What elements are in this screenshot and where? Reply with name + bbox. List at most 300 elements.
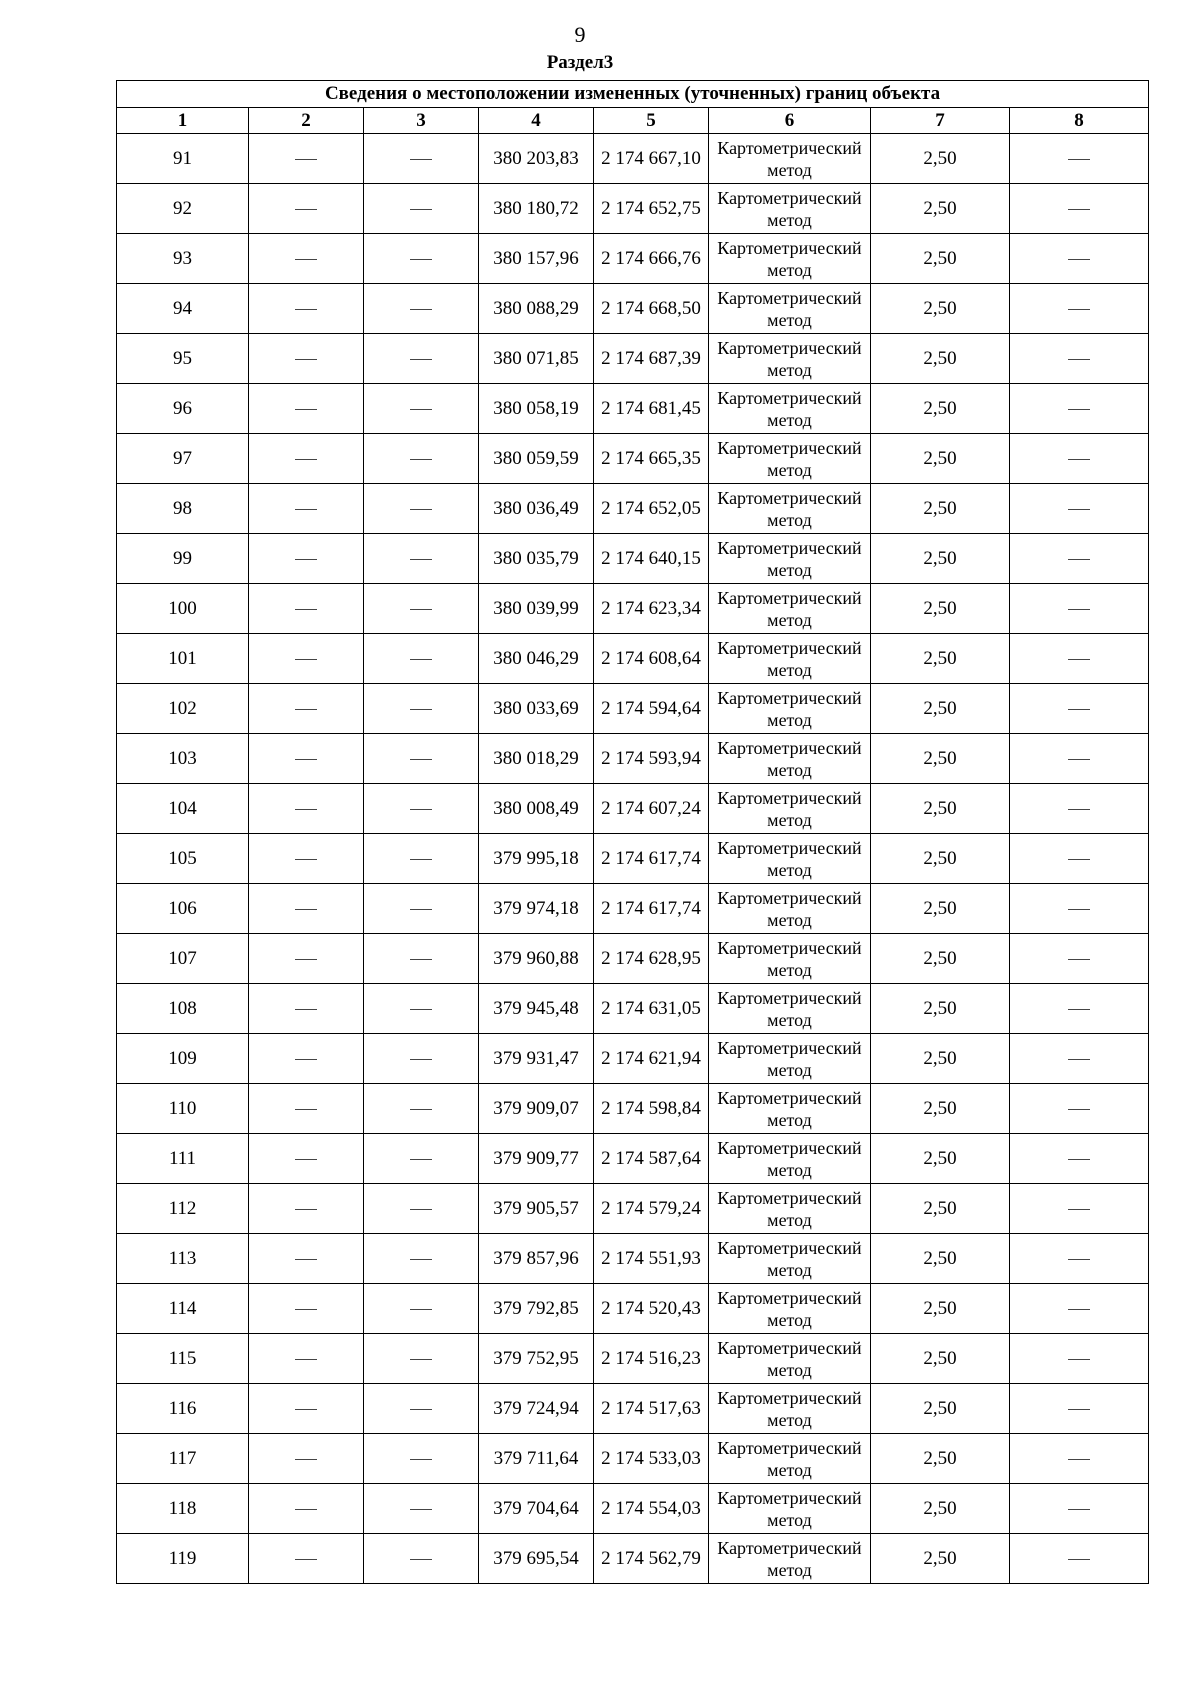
accuracy-cell: 2,50 — [871, 1034, 1010, 1084]
point-number-cell: 99 — [117, 534, 249, 584]
empty-cell-col3 — [364, 584, 479, 634]
coordinate-x-cell: 380 071,85 — [479, 334, 594, 384]
dash-icon — [1068, 959, 1090, 960]
accuracy-cell: 2,50 — [871, 534, 1010, 584]
empty-cell-col2 — [249, 434, 364, 484]
point-number-cell: 118 — [117, 1484, 249, 1534]
dash-icon — [295, 1009, 317, 1010]
dash-icon — [410, 1009, 432, 1010]
table-row — [117, 684, 1149, 734]
method-cell: Картометрический метод — [709, 1434, 871, 1484]
table-row — [117, 434, 1149, 484]
empty-cell-col2 — [249, 1034, 364, 1084]
coordinate-y-cell: 2 174 681,45 — [594, 384, 709, 434]
dash-icon — [295, 659, 317, 660]
dash-icon — [1068, 309, 1090, 310]
point-number-cell: 96 — [117, 384, 249, 434]
dash-icon — [295, 1309, 317, 1310]
coordinate-x-cell: 379 752,95 — [479, 1334, 594, 1384]
point-number-cell: 115 — [117, 1334, 249, 1384]
method-cell: Картометрический метод — [709, 1034, 871, 1084]
point-number-cell: 91 — [117, 134, 249, 184]
accuracy-cell: 2,50 — [871, 1384, 1010, 1434]
dash-icon — [1068, 459, 1090, 460]
dash-icon — [295, 409, 317, 410]
empty-cell-col2 — [249, 184, 364, 234]
dash-icon — [410, 659, 432, 660]
dash-icon — [410, 759, 432, 760]
empty-cell-col2 — [249, 834, 364, 884]
dash-icon — [1068, 1159, 1090, 1160]
coordinate-x-cell: 379 792,85 — [479, 1284, 594, 1334]
dash-icon — [410, 309, 432, 310]
table-row — [117, 134, 1149, 184]
point-number-cell: 113 — [117, 1234, 249, 1284]
dash-icon — [295, 1259, 317, 1260]
section-title: Раздел3 — [546, 52, 614, 73]
coordinate-y-cell: 2 174 621,94 — [594, 1034, 709, 1084]
empty-cell-col8 — [1010, 1034, 1149, 1084]
empty-cell-col2 — [249, 1484, 364, 1534]
empty-cell-col2 — [249, 334, 364, 384]
column-header-2: 2 — [249, 108, 364, 134]
coordinate-y-cell: 2 174 551,93 — [594, 1234, 709, 1284]
dash-icon — [410, 959, 432, 960]
empty-cell-col3 — [364, 834, 479, 884]
dash-icon — [1068, 1409, 1090, 1410]
empty-cell-col8 — [1010, 1534, 1149, 1584]
method-cell: Картометрический метод — [709, 134, 871, 184]
empty-cell-col2 — [249, 1384, 364, 1434]
dash-icon — [295, 809, 317, 810]
method-cell: Картометрический метод — [709, 284, 871, 334]
dash-icon — [295, 1059, 317, 1060]
dash-icon — [410, 359, 432, 360]
empty-cell-col2 — [249, 634, 364, 684]
method-cell: Картометрический метод — [709, 534, 871, 584]
coordinate-y-cell: 2 174 631,05 — [594, 984, 709, 1034]
table-row — [117, 984, 1149, 1034]
dash-icon — [1068, 509, 1090, 510]
method-cell: Картометрический метод — [709, 934, 871, 984]
point-number-cell: 102 — [117, 684, 249, 734]
coordinate-y-cell: 2 174 554,03 — [594, 1484, 709, 1534]
coordinate-x-cell: 379 995,18 — [479, 834, 594, 884]
coordinate-x-cell: 379 931,47 — [479, 1034, 594, 1084]
empty-cell-col2 — [249, 284, 364, 334]
dash-icon — [1068, 359, 1090, 360]
table-row — [117, 784, 1149, 834]
point-number-cell: 107 — [117, 934, 249, 984]
coordinate-y-cell: 2 174 593,94 — [594, 734, 709, 784]
table-row — [117, 234, 1149, 284]
point-number-cell: 105 — [117, 834, 249, 884]
coordinate-x-cell: 379 945,48 — [479, 984, 594, 1034]
point-number-cell: 97 — [117, 434, 249, 484]
method-cell: Картометрический метод — [709, 634, 871, 684]
dash-icon — [410, 459, 432, 460]
dash-icon — [295, 1359, 317, 1360]
coordinate-y-cell: 2 174 533,03 — [594, 1434, 709, 1484]
coordinate-x-cell: 380 157,96 — [479, 234, 594, 284]
empty-cell-col3 — [364, 784, 479, 834]
dash-icon — [295, 559, 317, 560]
dash-icon — [295, 209, 317, 210]
method-cell: Картометрический метод — [709, 684, 871, 734]
empty-cell-col8 — [1010, 184, 1149, 234]
dash-icon — [1068, 1309, 1090, 1310]
point-number-cell: 111 — [117, 1134, 249, 1184]
dash-icon — [410, 409, 432, 410]
coordinate-x-cell: 380 039,99 — [479, 584, 594, 634]
empty-cell-col8 — [1010, 434, 1149, 484]
table-row — [117, 1134, 1149, 1184]
empty-cell-col2 — [249, 234, 364, 284]
empty-cell-col2 — [249, 884, 364, 934]
dash-icon — [410, 709, 432, 710]
table-row — [117, 334, 1149, 384]
empty-cell-col8 — [1010, 584, 1149, 634]
point-number-cell: 101 — [117, 634, 249, 684]
accuracy-cell: 2,50 — [871, 284, 1010, 334]
empty-cell-col2 — [249, 734, 364, 784]
dash-icon — [1068, 709, 1090, 710]
empty-cell-col3 — [364, 334, 479, 384]
point-number-cell: 108 — [117, 984, 249, 1034]
coordinate-y-cell: 2 174 608,64 — [594, 634, 709, 684]
table-row — [117, 1434, 1149, 1484]
coordinate-x-cell: 379 857,96 — [479, 1234, 594, 1284]
accuracy-cell: 2,50 — [871, 634, 1010, 684]
table-caption-row — [117, 81, 1149, 108]
point-number-cell: 93 — [117, 234, 249, 284]
coordinate-x-cell: 379 909,77 — [479, 1134, 594, 1184]
table-row — [117, 934, 1149, 984]
coordinate-y-cell: 2 174 607,24 — [594, 784, 709, 834]
accuracy-cell: 2,50 — [871, 684, 1010, 734]
dash-icon — [410, 1309, 432, 1310]
column-header-1: 1 — [117, 108, 249, 134]
empty-cell-col8 — [1010, 384, 1149, 434]
empty-cell-col3 — [364, 1184, 479, 1234]
empty-cell-col8 — [1010, 534, 1149, 584]
point-number-cell: 94 — [117, 284, 249, 334]
coordinate-y-cell: 2 174 687,39 — [594, 334, 709, 384]
point-number-cell: 109 — [117, 1034, 249, 1084]
empty-cell-col3 — [364, 134, 479, 184]
table-row — [117, 834, 1149, 884]
empty-cell-col8 — [1010, 134, 1149, 184]
dash-icon — [295, 309, 317, 310]
empty-cell-col8 — [1010, 334, 1149, 384]
empty-cell-col2 — [249, 934, 364, 984]
dash-icon — [410, 259, 432, 260]
dash-icon — [1068, 859, 1090, 860]
empty-cell-col8 — [1010, 634, 1149, 684]
empty-cell-col3 — [364, 434, 479, 484]
dash-icon — [295, 159, 317, 160]
empty-cell-col8 — [1010, 484, 1149, 534]
empty-cell-col3 — [364, 1534, 479, 1584]
coordinate-y-cell: 2 174 640,15 — [594, 534, 709, 584]
method-cell: Картометрический метод — [709, 1234, 871, 1284]
dash-icon — [1068, 159, 1090, 160]
dash-icon — [1068, 1359, 1090, 1360]
coordinate-x-cell: 379 960,88 — [479, 934, 594, 984]
accuracy-cell: 2,50 — [871, 1434, 1010, 1484]
coordinate-x-cell: 379 974,18 — [479, 884, 594, 934]
dash-icon — [295, 1559, 317, 1560]
table-row — [117, 1184, 1149, 1234]
dash-icon — [410, 809, 432, 810]
accuracy-cell: 2,50 — [871, 384, 1010, 434]
page-number: 9 — [574, 22, 586, 47]
empty-cell-col3 — [364, 284, 479, 334]
empty-cell-col2 — [249, 1084, 364, 1134]
dash-icon — [1068, 1259, 1090, 1260]
coordinate-x-cell: 380 180,72 — [479, 184, 594, 234]
empty-cell-col3 — [364, 684, 479, 734]
method-cell: Картометрический метод — [709, 1084, 871, 1134]
dash-icon — [1068, 1459, 1090, 1460]
point-number-cell: 116 — [117, 1384, 249, 1434]
empty-cell-col3 — [364, 1334, 479, 1384]
dash-icon — [295, 1509, 317, 1510]
table-row — [117, 1484, 1149, 1534]
empty-cell-col2 — [249, 384, 364, 434]
table-row — [117, 184, 1149, 234]
empty-cell-col2 — [249, 1284, 364, 1334]
empty-cell-col3 — [364, 1484, 479, 1534]
point-number-cell: 106 — [117, 884, 249, 934]
point-number-cell: 95 — [117, 334, 249, 384]
point-number-cell: 112 — [117, 1184, 249, 1234]
empty-cell-col3 — [364, 734, 479, 784]
empty-cell-col8 — [1010, 1184, 1149, 1234]
method-cell: Картометрический метод — [709, 734, 871, 784]
coordinate-y-cell: 2 174 587,64 — [594, 1134, 709, 1184]
coordinate-x-cell: 380 008,49 — [479, 784, 594, 834]
dash-icon — [295, 1409, 317, 1410]
empty-cell-col2 — [249, 1234, 364, 1284]
dash-icon — [410, 609, 432, 610]
empty-cell-col2 — [249, 984, 364, 1034]
point-number-cell: 100 — [117, 584, 249, 634]
dash-icon — [410, 1409, 432, 1410]
dash-icon — [1068, 1109, 1090, 1110]
point-number-cell: 103 — [117, 734, 249, 784]
table-row — [117, 584, 1149, 634]
coordinate-x-cell: 379 909,07 — [479, 1084, 594, 1134]
empty-cell-col8 — [1010, 234, 1149, 284]
empty-cell-col3 — [364, 534, 479, 584]
method-cell: Картометрический метод — [709, 1184, 871, 1234]
empty-cell-col8 — [1010, 884, 1149, 934]
dash-icon — [410, 1509, 432, 1510]
empty-cell-col3 — [364, 1234, 479, 1284]
empty-cell-col8 — [1010, 1134, 1149, 1184]
accuracy-cell: 2,50 — [871, 1134, 1010, 1184]
coordinate-y-cell: 2 174 520,43 — [594, 1284, 709, 1334]
empty-cell-col3 — [364, 1434, 479, 1484]
dash-icon — [295, 859, 317, 860]
method-cell: Картометрический метод — [709, 1134, 871, 1184]
empty-cell-col8 — [1010, 1484, 1149, 1534]
method-cell: Картометрический метод — [709, 884, 871, 934]
point-number-cell: 110 — [117, 1084, 249, 1134]
dash-icon — [295, 1459, 317, 1460]
method-cell: Картометрический метод — [709, 384, 871, 434]
accuracy-cell: 2,50 — [871, 134, 1010, 184]
method-cell: Картометрический метод — [709, 334, 871, 384]
accuracy-cell: 2,50 — [871, 434, 1010, 484]
dash-icon — [1068, 609, 1090, 610]
accuracy-cell: 2,50 — [871, 1484, 1010, 1534]
point-number-cell: 119 — [117, 1534, 249, 1584]
empty-cell-col3 — [364, 1384, 479, 1434]
accuracy-cell: 2,50 — [871, 1284, 1010, 1334]
table-row — [117, 884, 1149, 934]
table-row — [117, 484, 1149, 534]
dash-icon — [410, 1559, 432, 1560]
method-cell: Картометрический метод — [709, 184, 871, 234]
coordinate-y-cell: 2 174 516,23 — [594, 1334, 709, 1384]
empty-cell-col2 — [249, 584, 364, 634]
dash-icon — [410, 159, 432, 160]
empty-cell-col2 — [249, 1184, 364, 1234]
table-body — [117, 134, 1149, 1584]
dash-icon — [410, 1459, 432, 1460]
accuracy-cell: 2,50 — [871, 884, 1010, 934]
accuracy-cell: 2,50 — [871, 784, 1010, 834]
table-row — [117, 384, 1149, 434]
column-header-5: 5 — [594, 108, 709, 134]
dash-icon — [410, 1159, 432, 1160]
coordinate-y-cell: 2 174 598,84 — [594, 1084, 709, 1134]
dash-icon — [410, 1209, 432, 1210]
empty-cell-col8 — [1010, 1284, 1149, 1334]
method-cell: Картометрический метод — [709, 1284, 871, 1334]
empty-cell-col3 — [364, 1284, 479, 1334]
table-row — [117, 634, 1149, 684]
dash-icon — [295, 959, 317, 960]
empty-cell-col3 — [364, 1034, 479, 1084]
empty-cell-col3 — [364, 234, 479, 284]
accuracy-cell: 2,50 — [871, 984, 1010, 1034]
coordinate-y-cell: 2 174 617,74 — [594, 834, 709, 884]
coordinate-y-cell: 2 174 623,34 — [594, 584, 709, 634]
empty-cell-col2 — [249, 684, 364, 734]
empty-cell-col8 — [1010, 684, 1149, 734]
empty-cell-col8 — [1010, 1384, 1149, 1434]
dash-icon — [410, 909, 432, 910]
accuracy-cell: 2,50 — [871, 1534, 1010, 1584]
empty-cell-col8 — [1010, 1334, 1149, 1384]
dash-icon — [1068, 409, 1090, 410]
dash-icon — [1068, 1059, 1090, 1060]
empty-cell-col8 — [1010, 784, 1149, 834]
method-cell: Картометрический метод — [709, 1484, 871, 1534]
coordinate-x-cell: 380 059,59 — [479, 434, 594, 484]
coordinate-y-cell: 2 174 628,95 — [594, 934, 709, 984]
dash-icon — [1068, 1509, 1090, 1510]
table-row — [117, 284, 1149, 334]
table-caption: Сведения о местоположении измененных (уточненных) границ объекта — [117, 81, 1149, 108]
empty-cell-col3 — [364, 634, 479, 684]
dash-icon — [1068, 1559, 1090, 1560]
empty-cell-col2 — [249, 784, 364, 834]
point-number-cell: 98 — [117, 484, 249, 534]
empty-cell-col8 — [1010, 1234, 1149, 1284]
table-row — [117, 734, 1149, 784]
method-cell: Картометрический метод — [709, 434, 871, 484]
coordinate-x-cell: 380 203,83 — [479, 134, 594, 184]
coordinate-y-cell: 2 174 668,50 — [594, 284, 709, 334]
coordinate-x-cell: 380 033,69 — [479, 684, 594, 734]
empty-cell-col3 — [364, 484, 479, 534]
empty-cell-col3 — [364, 184, 479, 234]
empty-cell-col8 — [1010, 934, 1149, 984]
dash-icon — [410, 209, 432, 210]
empty-cell-col8 — [1010, 834, 1149, 884]
accuracy-cell: 2,50 — [871, 834, 1010, 884]
coordinate-x-cell: 379 704,64 — [479, 1484, 594, 1534]
empty-cell-col3 — [364, 1134, 479, 1184]
dash-icon — [295, 259, 317, 260]
coordinate-y-cell: 2 174 517,63 — [594, 1384, 709, 1434]
coordinate-x-cell: 379 711,64 — [479, 1434, 594, 1484]
accuracy-cell: 2,50 — [871, 184, 1010, 234]
method-cell: Картометрический метод — [709, 234, 871, 284]
dash-icon — [1068, 809, 1090, 810]
dash-icon — [1068, 1209, 1090, 1210]
dash-icon — [410, 1109, 432, 1110]
accuracy-cell: 2,50 — [871, 484, 1010, 534]
empty-cell-col2 — [249, 534, 364, 584]
point-number-cell: 117 — [117, 1434, 249, 1484]
empty-cell-col2 — [249, 1534, 364, 1584]
dash-icon — [410, 859, 432, 860]
empty-cell-col8 — [1010, 734, 1149, 784]
method-cell: Картометрический метод — [709, 484, 871, 534]
coordinate-y-cell: 2 174 579,24 — [594, 1184, 709, 1234]
empty-cell-col2 — [249, 134, 364, 184]
dash-icon — [1068, 659, 1090, 660]
empty-cell-col2 — [249, 1434, 364, 1484]
table-row — [117, 1284, 1149, 1334]
coordinate-y-cell: 2 174 652,75 — [594, 184, 709, 234]
dash-icon — [1068, 209, 1090, 210]
column-header-4: 4 — [479, 108, 594, 134]
dash-icon — [295, 909, 317, 910]
accuracy-cell: 2,50 — [871, 584, 1010, 634]
table-row — [117, 1384, 1149, 1434]
empty-cell-col8 — [1010, 1084, 1149, 1134]
table-row — [117, 1034, 1149, 1084]
column-header-6: 6 — [709, 108, 871, 134]
dash-icon — [295, 1109, 317, 1110]
table-row — [117, 1234, 1149, 1284]
empty-cell-col2 — [249, 1134, 364, 1184]
method-cell: Картометрический метод — [709, 984, 871, 1034]
coordinate-y-cell: 2 174 666,76 — [594, 234, 709, 284]
accuracy-cell: 2,50 — [871, 334, 1010, 384]
table-row — [117, 1334, 1149, 1384]
table-header-row — [117, 108, 1149, 134]
method-cell: Картометрический метод — [709, 1334, 871, 1384]
empty-cell-col8 — [1010, 984, 1149, 1034]
coordinate-y-cell: 2 174 652,05 — [594, 484, 709, 534]
